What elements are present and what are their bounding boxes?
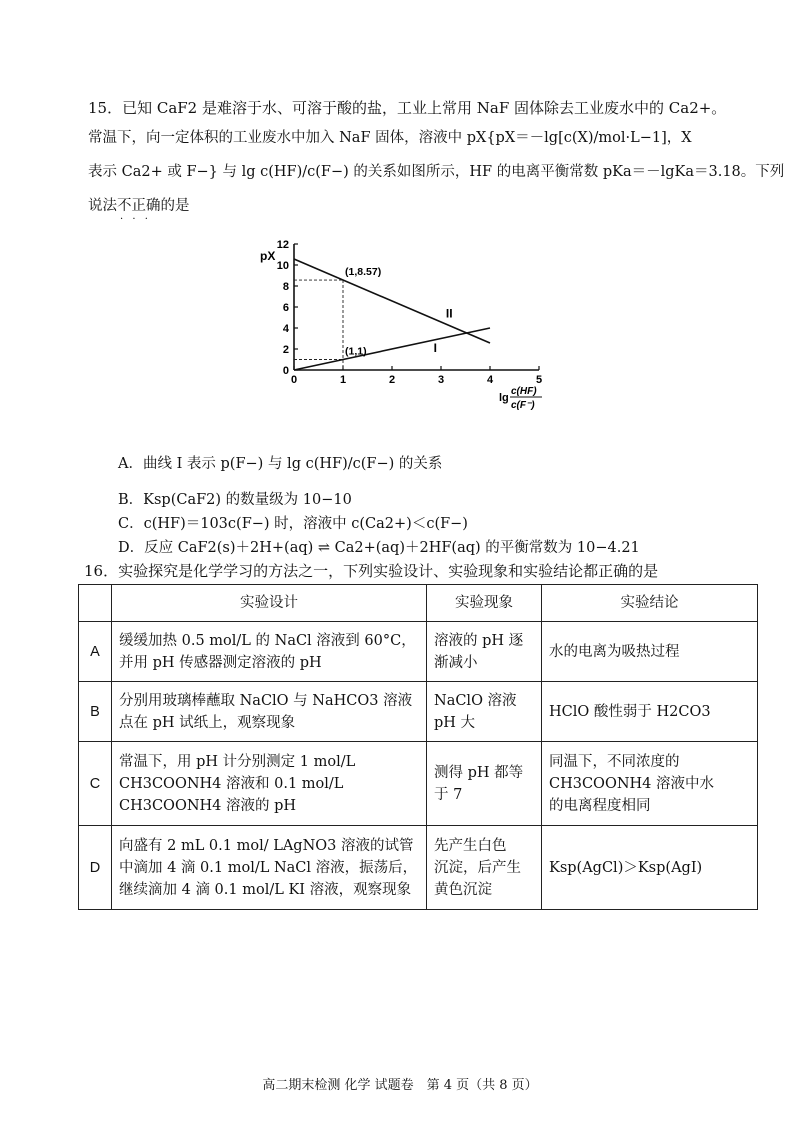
cell-line: 缓缓加热 0.5 mol/L 的 NaCl 溶液到 60°C， <box>119 632 416 649</box>
table-row <box>79 742 758 826</box>
y-tick-label: 6 <box>282 302 289 314</box>
row-label: A <box>79 622 112 682</box>
cell-line: 常温下，用 pH 计分别测定 1 mol/L <box>119 753 356 770</box>
row-label: D <box>79 826 112 910</box>
cell-line: 分别用玻璃棒蘸取 NaClO 与 NaHCO3 溶液 <box>119 692 413 709</box>
q15-option-b: B．Ksp(CaF2) 的数量级为 10−10 <box>118 492 352 508</box>
conclusion-cell <box>542 742 758 826</box>
q16-stem: 16．实验探究是化学学习的方法之一，下列实验设计、实验现象和实验结论都正确的是 <box>84 562 659 580</box>
emphasis-dots: · · · <box>120 214 151 225</box>
x-axis-label-den: c(F⁻) <box>511 400 535 411</box>
cell-line: CH3COONH4 溶液和 0.1 mol/L <box>119 775 344 792</box>
chart-labels <box>260 249 542 411</box>
chart-marks <box>294 259 490 370</box>
cell-line: 溶液的 pH 逐 <box>434 632 524 649</box>
phenomenon-cell <box>427 826 542 910</box>
cell-line: 点在 pH 试纸上，观察现象 <box>119 714 296 731</box>
cell-line: 黄色沉淀 <box>434 881 492 898</box>
cell-line: 先产生白色 <box>434 837 507 854</box>
px-vs-lg-ratio-chart <box>258 232 558 432</box>
y-tick-label: 0 <box>282 365 289 377</box>
header-design: 实验设计 <box>112 585 427 622</box>
series-line-II <box>294 259 490 343</box>
q15-option-c: C．c(HF)＝103c(F−) 时，溶液中 c(Ca2+)＜c(F−) <box>118 516 468 532</box>
cell-line: NaClO 溶液 <box>434 692 517 709</box>
q15-option-a: A．曲线 I 表示 p(F−) 与 lg c(HF)/c(F−) 的关系 <box>118 456 443 472</box>
cell-line: 水的电离为吸热过程 <box>549 643 680 660</box>
design-cell <box>112 826 427 910</box>
cell-line: 于 7 <box>434 786 463 803</box>
y-tick-label: 2 <box>282 344 289 356</box>
q15-line-3: 表示 Ca2+ 或 F−} 与 lg c(HF)/c(F−) 的关系如图所示，HF 的电离平衡常数 pKa＝－lgKa＝3.18。下列 <box>88 164 785 180</box>
point-annotation: (1,1) <box>345 345 367 358</box>
design-cell <box>112 622 427 682</box>
x-tick-label: 3 <box>437 374 445 386</box>
q15-line-2: 常温下，向一定体积的工业废水中加入 NaF 固体，溶液中 pX{pX＝－lg[c(X)/mol·L−1]，X <box>88 130 692 146</box>
row-label: C <box>79 742 112 826</box>
cell-line: 渐减小 <box>434 654 478 671</box>
page-footer: 高二期末检测 化学 试题卷 第 4 页（共 8 页） <box>262 1078 538 1093</box>
x-tick-label: 4 <box>486 374 494 386</box>
cell-line: HClO 酸性弱于 H2CO3 <box>549 703 711 720</box>
y-tick-label: 12 <box>276 239 289 251</box>
experiment-table <box>78 584 758 910</box>
cell-line: CH3COONH4 溶液的 pH <box>119 797 297 814</box>
conclusion-cell <box>542 682 758 742</box>
x-tick-label: 1 <box>339 374 347 386</box>
design-cell <box>112 682 427 742</box>
conclusion-cell <box>542 622 758 682</box>
conclusion-cell <box>542 826 758 910</box>
header-conclusion: 实验结论 <box>542 585 758 622</box>
table-row <box>79 682 758 742</box>
cell-line: 并用 pH 传感器测定溶液的 pH <box>119 654 322 671</box>
cell-line: 测得 pH 都等 <box>434 764 524 781</box>
cell-line: CH3COONH4 溶液中水 <box>549 775 715 792</box>
x-tick-label: 5 <box>535 374 543 386</box>
row-label: B <box>79 682 112 742</box>
cell-line: 继续滴加 4 滴 0.1 mol/L KI 溶液，观察现象 <box>119 881 412 898</box>
y-axis-label: pX <box>260 249 276 263</box>
x-axis-label-num: c(HF) <box>511 386 537 397</box>
design-cell <box>112 742 427 826</box>
q15-option-d: D．反应 CaF2(s)＋2H+(aq) ⇌ Ca2+(aq)＋2HF(aq) 的平衡常数为 10−4.21 <box>118 540 640 556</box>
y-tick-label: 4 <box>282 323 289 335</box>
cell-line: Ksp(AgCl)＞Ksp(AgI) <box>549 859 703 876</box>
x-tick-label: 0 <box>290 374 298 386</box>
chart-axes <box>277 239 542 386</box>
series-line-I <box>294 328 490 370</box>
point-annotation: (1,8.57) <box>345 266 382 279</box>
curve-label: II <box>445 306 453 321</box>
cell-line: 中滴加 4 滴 0.1 mol/L NaCl 溶液，振荡后， <box>119 859 418 876</box>
table-row <box>79 826 758 910</box>
cell-line: pH 大 <box>434 714 476 731</box>
cell-line: 向盛有 2 mL 0.1 mol/ LAgNO3 溶液的试管 <box>119 837 414 854</box>
phenomenon-cell <box>427 742 542 826</box>
y-tick-label: 10 <box>276 260 289 272</box>
phenomenon-cell <box>427 682 542 742</box>
q15-line-1: 15．已知 CaF2 是难溶于水、可溶于酸的盐，工业上常用 NaF 固体除去工业废水中的 Ca2+。 <box>88 99 727 117</box>
cell-line: 的电离程度相同 <box>549 797 651 814</box>
table-header-row <box>79 585 758 622</box>
header-phenomenon: 实验现象 <box>427 585 542 622</box>
table-row <box>79 622 758 682</box>
phenomenon-cell <box>427 622 542 682</box>
q15-line-4: 说法不正确的是 <box>88 198 190 214</box>
cell-line: 同温下，不同浓度的 <box>549 753 680 770</box>
curve-label: I <box>433 341 437 356</box>
y-tick-label: 8 <box>282 281 289 293</box>
x-axis-label-lg: lg <box>499 392 509 404</box>
header-blank <box>79 585 112 622</box>
cell-line: 沉淀，后产生 <box>434 859 521 876</box>
x-tick-label: 2 <box>388 374 396 386</box>
chart-guides <box>294 280 343 370</box>
